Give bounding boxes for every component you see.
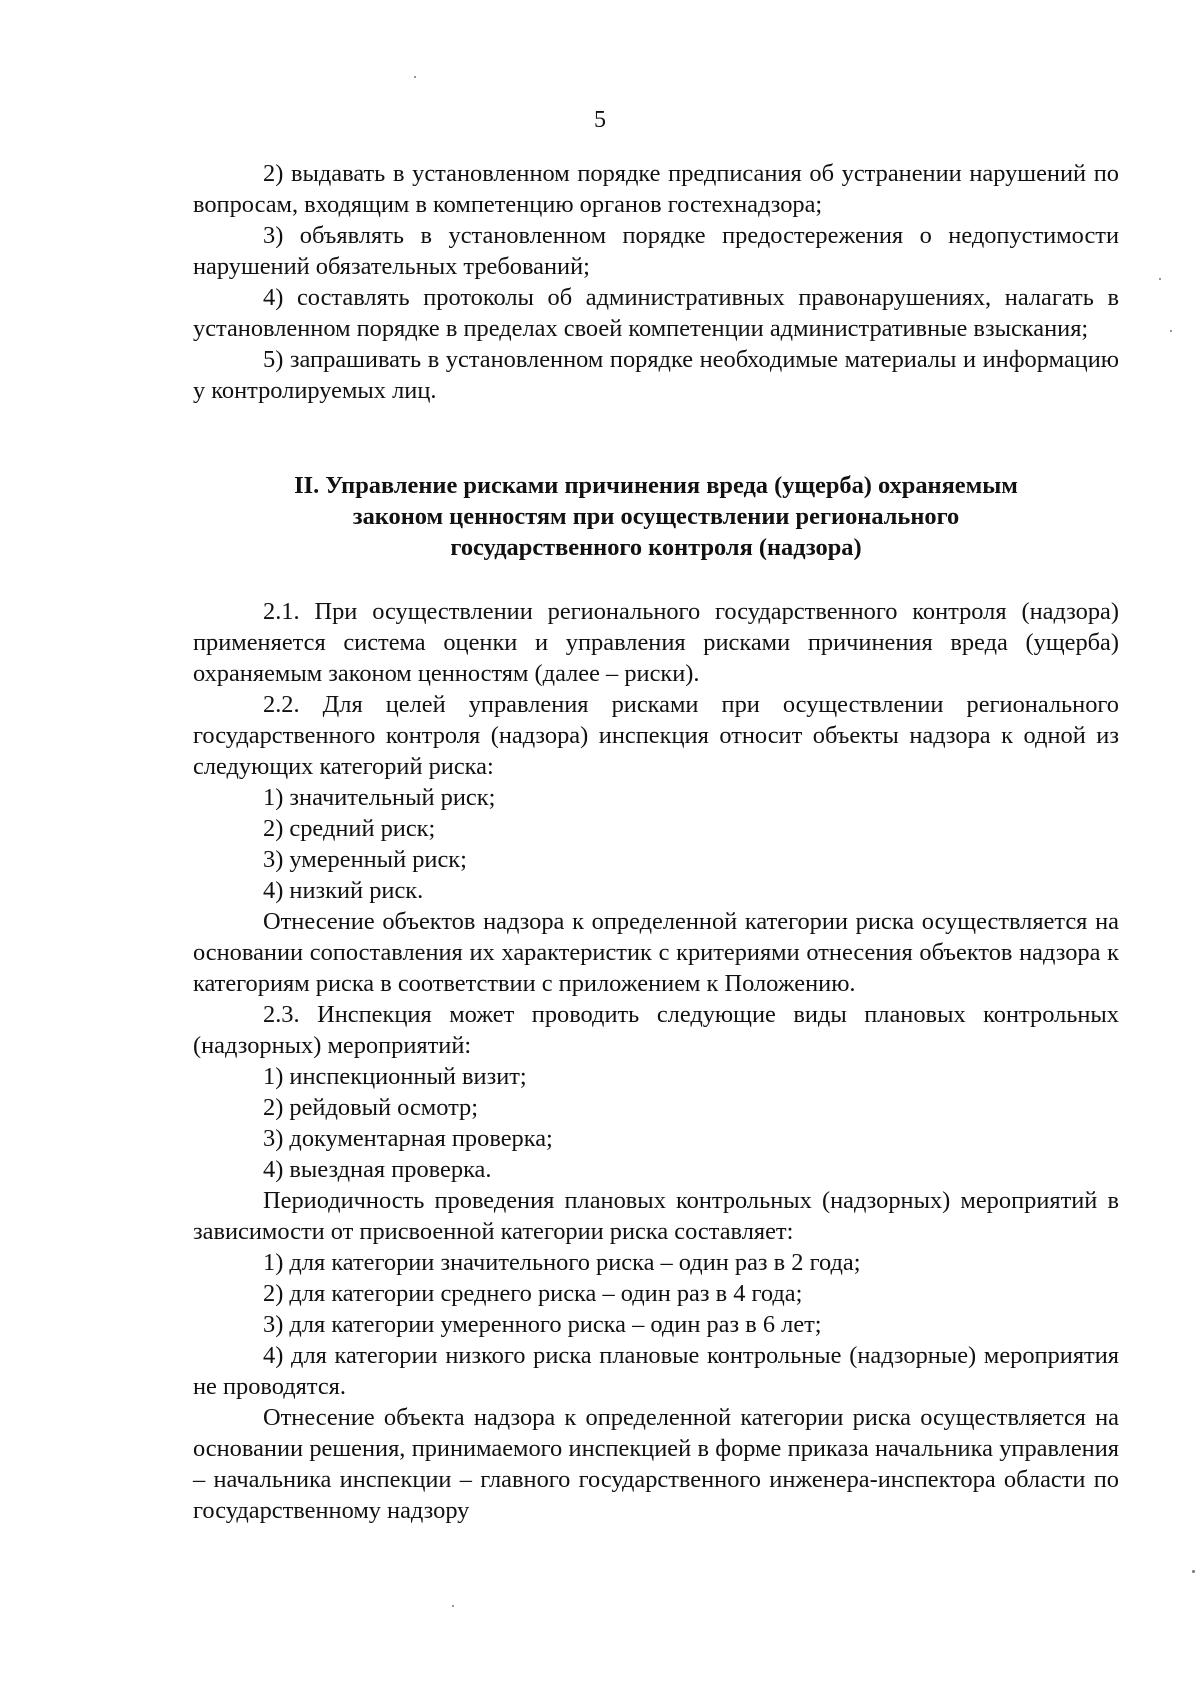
paragraph-assignment: Отнесение объектов надзора к определенной категории риска осуществляется на основании сопоставления их характеристик с критериями отнесения объектов надзора к категориям риска в соответствии с приложением к Положению. — [193, 908, 1119, 997]
risk-category-item: 4) низкий риск. — [263, 877, 424, 904]
periodicity-item: 1) для категории значительного риска – один раз в 2 года; — [263, 1249, 861, 1276]
risk-category-item: 3) умеренный риск; — [263, 846, 467, 873]
right-item: 3) объявлять в установленном порядке предостережения о недопустимости нарушений обязательных требований; — [193, 222, 1119, 280]
section-heading-line: II. Управление рисками причинения вреда (ущерба) охраняемым — [294, 472, 1018, 499]
event-type-item: 4) выездная проверка. — [263, 1156, 492, 1183]
risk-category-item: 2) средний риск; — [263, 815, 436, 842]
paragraph-2-2: 2.2. Для целей управления рисками при осуществлении регионального государственного контроля (надзора) инспекция относит объекты надзора к одной из следующих категорий риска: — [193, 691, 1119, 780]
event-type-item: 1) инспекционный визит; — [263, 1063, 527, 1090]
section-heading-line: государственного контроля (надзора) — [450, 534, 862, 561]
right-item: 2) выдавать в установленном порядке предписания об устранении нарушений по вопросам, входящим в компетенцию органов гостехнадзора; — [193, 160, 1119, 218]
page-number: 5 — [594, 107, 606, 133]
scan-speck — [452, 1605, 454, 1607]
rights-list — [193, 158, 1119, 406]
paragraph-2-1: 2.1. При осуществлении регионального государственного контроля (надзора) применяется система оценки и управления рисками причинения вреда (ущерба) охраняемым законом ценностям (далее – риски). — [193, 598, 1119, 687]
periodicity-item-low: 4) для категории низкого риска плановые контрольные (надзорные) мероприятия не проводятся. — [193, 1342, 1119, 1400]
right-item: 5) запрашивать в установленном порядке необходимые материалы и информацию у контролируемых лиц. — [193, 346, 1119, 404]
paragraph-decision: Отнесение объекта надзора к определенной категории риска осуществляется на основании решения, принимаемого инспекцией в форме приказа начальника управления – начальника инспекции – главного государственного инженера-инспектора области по государственному надзору — [193, 1404, 1119, 1524]
scan-speck — [1170, 330, 1172, 332]
periodicity-item: 2) для категории среднего риска – один раз в 4 года; — [263, 1280, 803, 1307]
event-type-item: 3) документарная проверка; — [263, 1125, 553, 1152]
scan-speck — [1159, 278, 1161, 280]
section-heading-line: законом ценностям при осуществлении регионального — [352, 503, 960, 530]
paragraph-periodicity: Периодичность проведения плановых контрольных (надзорных) мероприятий в зависимости от присвоенной категории риска составляет: — [193, 1187, 1119, 1245]
section-heading — [193, 470, 1119, 563]
scan-speck — [1192, 1570, 1195, 1573]
periodicity-item: 3) для категории умеренного риска – один раз в 6 лет; — [263, 1311, 822, 1338]
event-type-item: 2) рейдовый осмотр; — [263, 1094, 479, 1121]
scan-speck — [414, 76, 416, 78]
paragraph-2-3: 2.3. Инспекция может проводить следующие виды плановых контрольных (надзорных) мероприятий: — [193, 1001, 1119, 1059]
section-body — [193, 596, 1119, 1526]
risk-category-item: 1) значительный риск; — [263, 784, 496, 811]
right-item: 4) составлять протоколы об административных правонарушениях, налагать в установленном порядке в пределах своей компетенции административные взыскания; — [193, 284, 1119, 342]
